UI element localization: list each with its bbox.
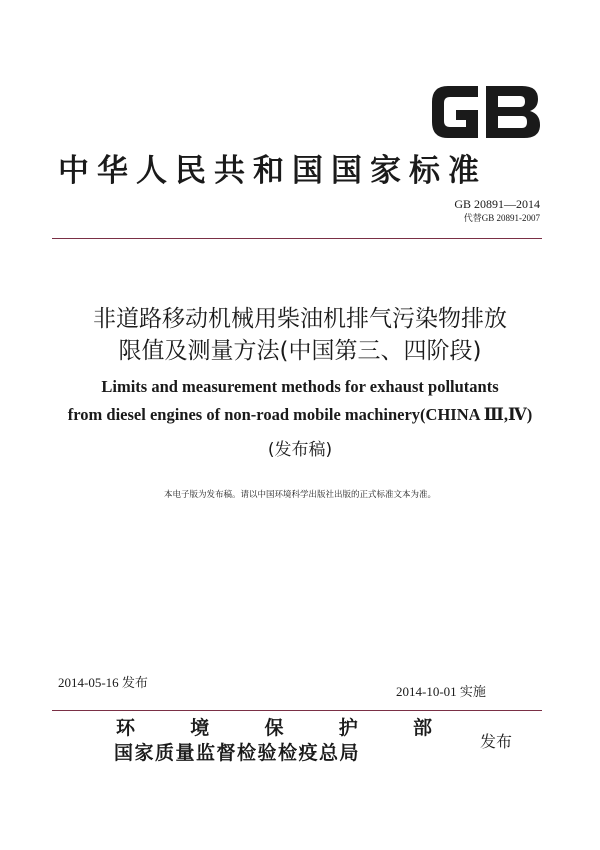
title-cn-line2: 限值及测量方法(中国第三、四阶段) — [118, 338, 482, 364]
issuer-ministry — [116, 716, 432, 740]
issuer-char: 保 — [264, 717, 284, 739]
draft-label: (发布稿) — [267, 440, 333, 460]
title-en-line1: Limits and measurement methods for exhaust pollutants — [101, 377, 499, 396]
bottom-divider — [52, 710, 542, 711]
title-en-line2: from diesel engines of non-road mobile machinery(CHINA Ⅲ,Ⅳ) — [67, 405, 533, 424]
replaced-standard: 代替GB 20891-2007 — [463, 213, 540, 223]
gb-standard-logo-icon — [428, 82, 542, 142]
publish-label: 发布 — [480, 732, 513, 751]
issuer-char: 境 — [190, 717, 210, 739]
standard-category-title: 中华人民共和国国家标准 — [58, 153, 487, 189]
issuer-aqsiq: 国家质量监督检验检疫总局 — [114, 742, 361, 764]
issuer-char: 部 — [412, 717, 432, 739]
issuer-char: 护 — [338, 717, 358, 739]
issue-date: 2014-05-16 发布 — [58, 675, 148, 690]
implementation-date: 2014-10-01 实施 — [396, 684, 486, 699]
standard-number: GB 20891—2014 — [454, 197, 540, 211]
top-divider — [52, 238, 542, 239]
disclaimer-note: 本电子版为发布稿。请以中国环境科学出版社出版的正式标准文本为准。 — [163, 490, 436, 500]
title-cn-line1: 非道路移动机械用柴油机排气污染物排放 — [93, 306, 507, 332]
issuer-char: 环 — [116, 717, 136, 739]
